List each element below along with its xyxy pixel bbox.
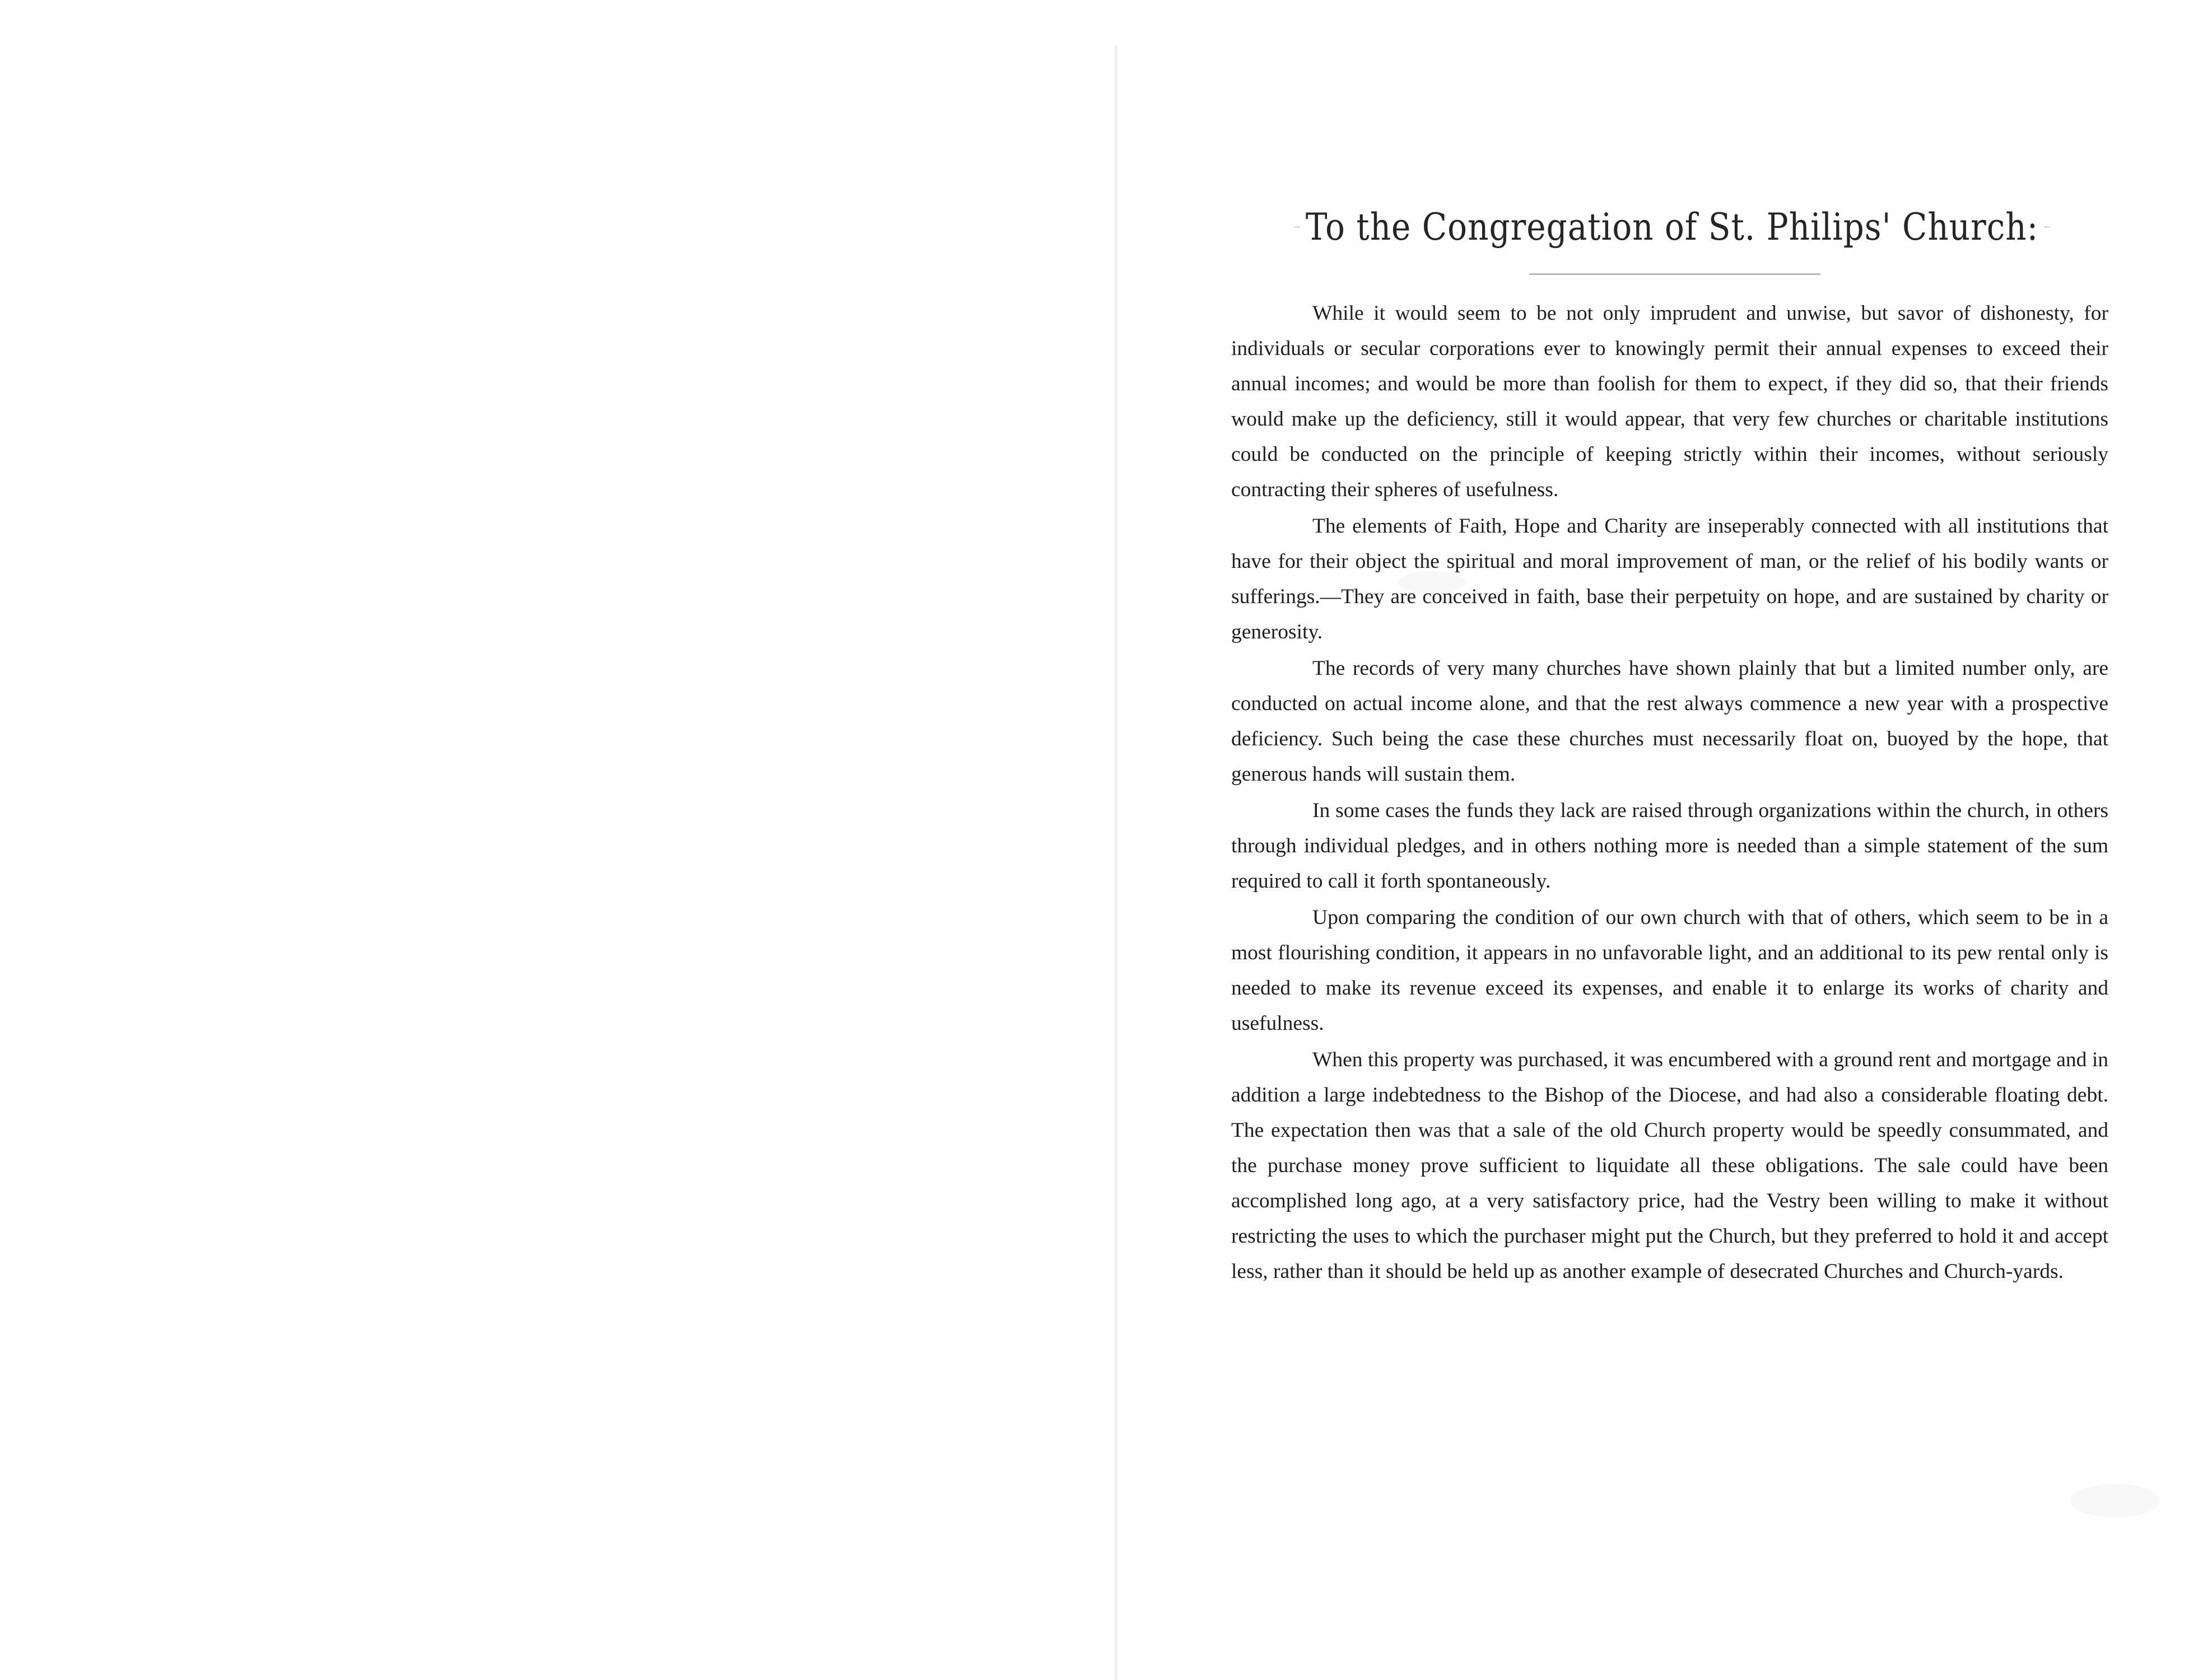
flourish-left-icon bbox=[1294, 216, 1300, 238]
paragraph: While it would seem to be not only imprudent and unwise, but savor of dishonesty, for individuals or secular corporations ever to knowingly permit their annual expenses to exceed their annual incomes; and would be more than foolish for them to expect, if they did so, that their friends would make up the deficiency, still it would appear, that very few churches or charitable institutions could be conducted on the principle of keeping strictly within their incomes, without seriously contracting their spheres of usefulness. bbox=[1231, 302, 2108, 501]
paragraph: The records of very many churches have shown plainly that but a limited number only, are conducted on actual income alone, and that the rest always commence a new year with a prospective deficiency. Such being the case these churches must necessarily float on, buoyed by the hope, that generous hands will sustain them. bbox=[1231, 657, 2108, 786]
heading-rule bbox=[1529, 273, 1820, 275]
document-body bbox=[1231, 296, 2108, 1290]
heading-text: To the Congregation of St. Philips' Church: bbox=[1305, 204, 2039, 249]
paragraph: Upon comparing the condition of our own church with that of others, which seem to be in a most flourishing condition, it appears in no unfavorable light, and an additional to its pew rental only is needed to make its revenue exceed its expenses, and enable it to enlarge its works of charity and usefulness. bbox=[1231, 906, 2108, 1035]
paragraph: When this property was purchased, it was encumbered with a ground rent and mortgage and in addition a large indebtedness to the Bishop of the Diocese, and had also a considerable floating debt. The expectation then was that a sale of the old Church property would be speedly consummated, and the purchase money prove sufficient to liquidate all these obligations. The sale could have been accomplished long ago, at a very satisfactory price, had the Vestry been willing to make it without restricting the uses to which the purchaser might put the Church, but they preferred to hold it and accept less, rather than it should be held up as another example of desecrated Churches and Church-yards. bbox=[1231, 1048, 2108, 1283]
paper-smudge bbox=[2070, 1484, 2160, 1518]
paragraph: In some cases the funds they lack are raised through organizations within the church, in others through individual pledges, and in others nothing more is needed than a simple statement of the sum required to call it forth spontaneously. bbox=[1231, 799, 2108, 893]
document-heading bbox=[1294, 196, 2050, 258]
flourish-right-icon bbox=[2044, 216, 2050, 238]
paragraph: The elements of Faith, Hope and Charity are inseperably connected with all institutions that have for their object the spiritual and moral improvement of man, or the relief of his bodily wants or sufferings.—They are conceived in faith, base their perpetuity on hope, and are sustained by charity or generosity. bbox=[1231, 515, 2108, 643]
